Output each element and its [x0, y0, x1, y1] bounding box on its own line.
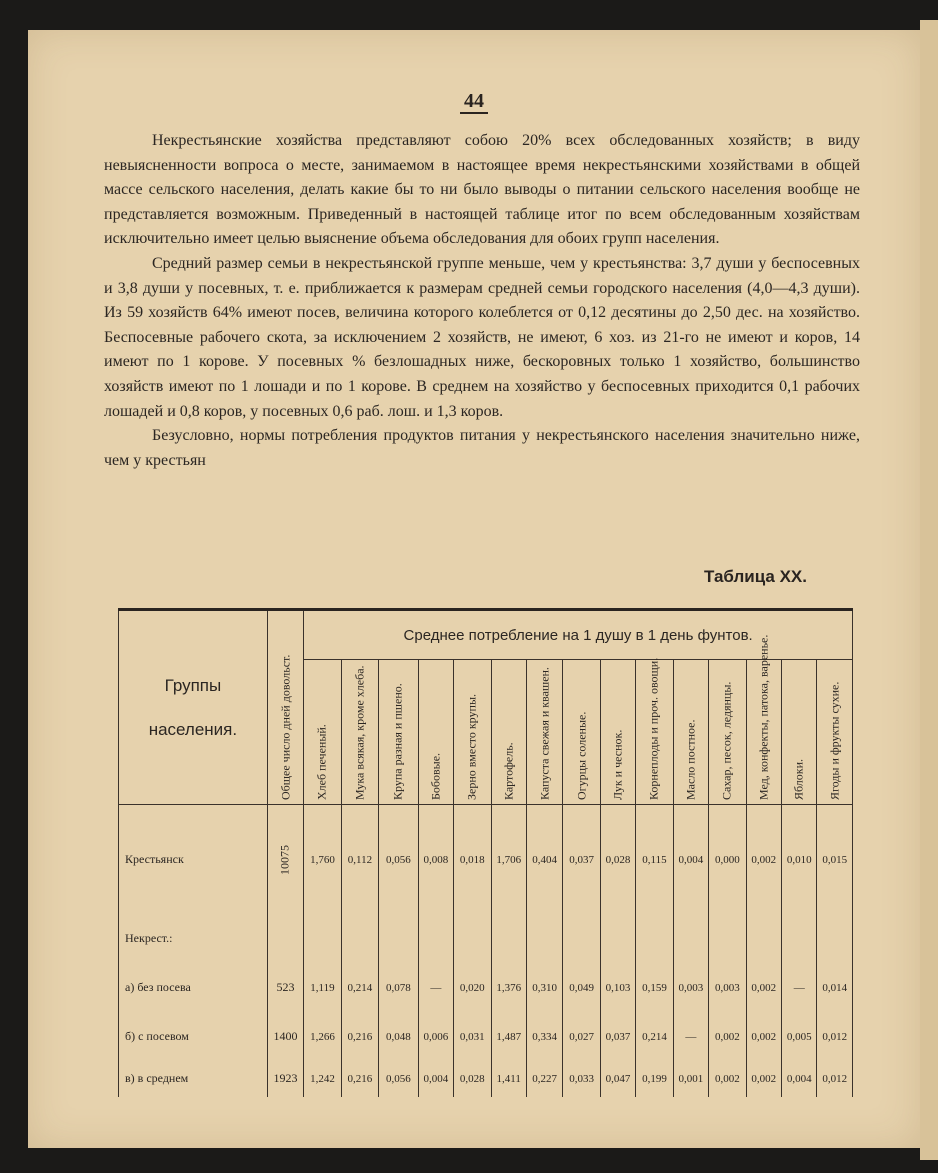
- value-cell: 0,049: [563, 963, 600, 1013]
- value-cell: 0,003: [673, 963, 708, 1013]
- table-body: [119, 805, 853, 1097]
- col-header: Масло постное.: [673, 660, 708, 805]
- col-header: Огурцы соленые.: [563, 660, 600, 805]
- value-cell: 0,056: [379, 1061, 418, 1097]
- next-page-edge: [920, 20, 938, 1160]
- table-caption: Таблица XX.: [704, 567, 807, 586]
- col-header: Хлеб печеный.: [304, 660, 341, 805]
- value-cell: 0,027: [563, 1013, 600, 1061]
- row-label: Крестьянск: [119, 805, 268, 915]
- value-cell: 1,706: [491, 805, 526, 915]
- days-cell: 523: [267, 963, 303, 1013]
- table-row: [119, 1013, 853, 1061]
- value-cell: [379, 915, 418, 963]
- value-cell: 0,199: [636, 1061, 673, 1097]
- table-row: [119, 915, 853, 963]
- value-cell: [636, 915, 673, 963]
- value-cell: 0,033: [563, 1061, 600, 1097]
- value-cell: 1,119: [304, 963, 341, 1013]
- value-cell: 0,334: [526, 1013, 562, 1061]
- col-header: Лук и чеснок.: [600, 660, 635, 805]
- col-header: Сахар, песок, ледянцы.: [709, 660, 746, 805]
- paragraph-3: Безусловно, нормы потребления продуктов питания у некрестьянского населения значительно ниже, чем у крестьян: [104, 427, 860, 469]
- value-cell: 0,004: [781, 1061, 816, 1097]
- value-cell: 0,031: [454, 1013, 491, 1061]
- days-header: Общее число дней довольст.: [267, 610, 303, 805]
- table-row: [119, 1061, 853, 1097]
- value-cell: 0,159: [636, 963, 673, 1013]
- value-cell: 0,002: [709, 1013, 746, 1061]
- value-cell: 0,020: [454, 963, 491, 1013]
- value-cell: [526, 915, 562, 963]
- value-cell: 1,760: [304, 805, 341, 915]
- value-cell: [709, 915, 746, 963]
- value-cell: [746, 915, 781, 963]
- value-cell: 1,487: [491, 1013, 526, 1061]
- value-cell: 0,028: [454, 1061, 491, 1097]
- value-cell: 0,028: [600, 805, 635, 915]
- value-cell: 0,014: [817, 963, 853, 1013]
- value-cell: 0,004: [418, 1061, 453, 1097]
- body-text: [104, 129, 860, 473]
- paragraph-2: Средний размер семьи в некрестьянской группе меньше, чем у крестьянства: 3,7 души у беспосевных и 3,8 души у посевных, т. е. приближается к размерам средней семьи городского населения (4,0—4,3 души). Из 59 хозяйств 64% имеют посев, величина которого колеблется от 0,12 десятины до 2,50 дес. на хозяйство. Беспосевные рабочего скота, за исключением 2 хозяйств, не имеют, 6 хоз. из 21-го не имеют и коров, 14 имеют по 1 корове. У посевных % безлошадных ниже, бескоровных только 1 хозяйство, большинство хозяйств имеют по 1 лошади и по 1 корове. В среднем на хозяйство у беспосевных приходится 0,1 рабочих лошадей и 0,8 коров, у посевных 0,6 раб. лош. и 1,3 коров.: [104, 254, 860, 420]
- value-cell: [673, 915, 708, 963]
- value-cell: 0,010: [781, 805, 816, 915]
- value-cell: 0,048: [379, 1013, 418, 1061]
- value-cell: 1,376: [491, 963, 526, 1013]
- value-cell: 0,012: [817, 1013, 853, 1061]
- value-cell: 0,002: [746, 1061, 781, 1097]
- value-cell: —: [673, 1013, 708, 1061]
- value-cell: 0,227: [526, 1061, 562, 1097]
- value-cell: 0,404: [526, 805, 562, 915]
- col-header: Корнеплоды и проч. овощи.: [636, 660, 673, 805]
- value-cell: 0,037: [563, 805, 600, 915]
- value-cell: 0,000: [709, 805, 746, 915]
- value-cell: 1,411: [491, 1061, 526, 1097]
- value-cell: [418, 915, 453, 963]
- value-cell: —: [418, 963, 453, 1013]
- value-cell: —: [781, 963, 816, 1013]
- col-header: Капуста свежая и квашен.: [526, 660, 562, 805]
- value-cell: 0,103: [600, 963, 635, 1013]
- value-cell: 0,012: [817, 1061, 853, 1097]
- value-cell: 0,004: [673, 805, 708, 915]
- col-header: Картофель.: [491, 660, 526, 805]
- value-cell: 0,002: [709, 1061, 746, 1097]
- value-cell: 0,006: [418, 1013, 453, 1061]
- value-cell: 0,002: [746, 963, 781, 1013]
- value-cell: 0,002: [746, 1013, 781, 1061]
- row-label: Некрест.:: [119, 915, 268, 963]
- value-cell: 0,214: [636, 1013, 673, 1061]
- paragraph-1: Некрестьянские хозяйства представляют собою 20% всех обследованных хозяйств; в виду невыясненности вопроса о месте, занимаемом в настоящее время некрестьянскими хозяйствами в общей массе сельского населения, делать какие бы то ни было выводы о питании сельского населения вообще не представляется возможным. Приведенный в настоящей таблице итог по всем обследованным хозяйствам исключительно имеет целью выяснение объема обследования для обоих групп населения.: [104, 132, 860, 248]
- value-cell: [341, 915, 378, 963]
- value-cell: 0,015: [817, 805, 853, 915]
- row-label: в) в среднем: [119, 1061, 268, 1097]
- value-cell: 0,002: [746, 805, 781, 915]
- col-header: Ягоды и фрукты сухие.: [817, 660, 853, 805]
- value-cell: [563, 915, 600, 963]
- value-cell: 1,242: [304, 1061, 341, 1097]
- document-page: [28, 30, 920, 1148]
- value-cell: 0,216: [341, 1013, 378, 1061]
- value-cell: [304, 915, 341, 963]
- col-header: Бобовые.: [418, 660, 453, 805]
- value-cell: [600, 915, 635, 963]
- col-header: Мука всякая, кроме хлеба.: [341, 660, 378, 805]
- value-cell: 0,214: [341, 963, 378, 1013]
- value-cell: 0,047: [600, 1061, 635, 1097]
- value-cell: [454, 915, 491, 963]
- value-cell: [491, 915, 526, 963]
- page-number: 44: [28, 90, 920, 113]
- value-cell: 0,037: [600, 1013, 635, 1061]
- value-cell: 0,005: [781, 1013, 816, 1061]
- value-cell: [781, 915, 816, 963]
- value-cell: 0,112: [341, 805, 378, 915]
- days-cell: 1400: [267, 1013, 303, 1061]
- value-cell: 0,056: [379, 805, 418, 915]
- row-label: а) без посева: [119, 963, 268, 1013]
- group-header: Группы населения.: [119, 610, 268, 805]
- col-header: Зерно вместо крупы.: [454, 660, 491, 805]
- value-cell: 1,266: [304, 1013, 341, 1061]
- table-row: [119, 963, 853, 1013]
- main-header: Среднее потребление на 1 душу в 1 день фунтов.: [304, 610, 853, 660]
- value-cell: 0,008: [418, 805, 453, 915]
- value-cell: 0,115: [636, 805, 673, 915]
- col-header: Мед, конфекты, патока, варенье.: [746, 660, 781, 805]
- value-cell: 0,001: [673, 1061, 708, 1097]
- value-cell: [817, 915, 853, 963]
- days-cell: [267, 915, 303, 963]
- value-cell: 0,310: [526, 963, 562, 1013]
- col-header: Яблоки.: [781, 660, 816, 805]
- value-cell: 0,078: [379, 963, 418, 1013]
- value-cell: 0,018: [454, 805, 491, 915]
- col-header: Крупа разная и пшено.: [379, 660, 418, 805]
- value-cell: 0,216: [341, 1061, 378, 1097]
- days-cell: 10075: [267, 805, 303, 915]
- days-cell: 1923: [267, 1061, 303, 1097]
- consumption-table: [118, 608, 853, 1097]
- table-row: [119, 805, 853, 915]
- value-cell: 0,003: [709, 963, 746, 1013]
- row-label: б) с посевом: [119, 1013, 268, 1061]
